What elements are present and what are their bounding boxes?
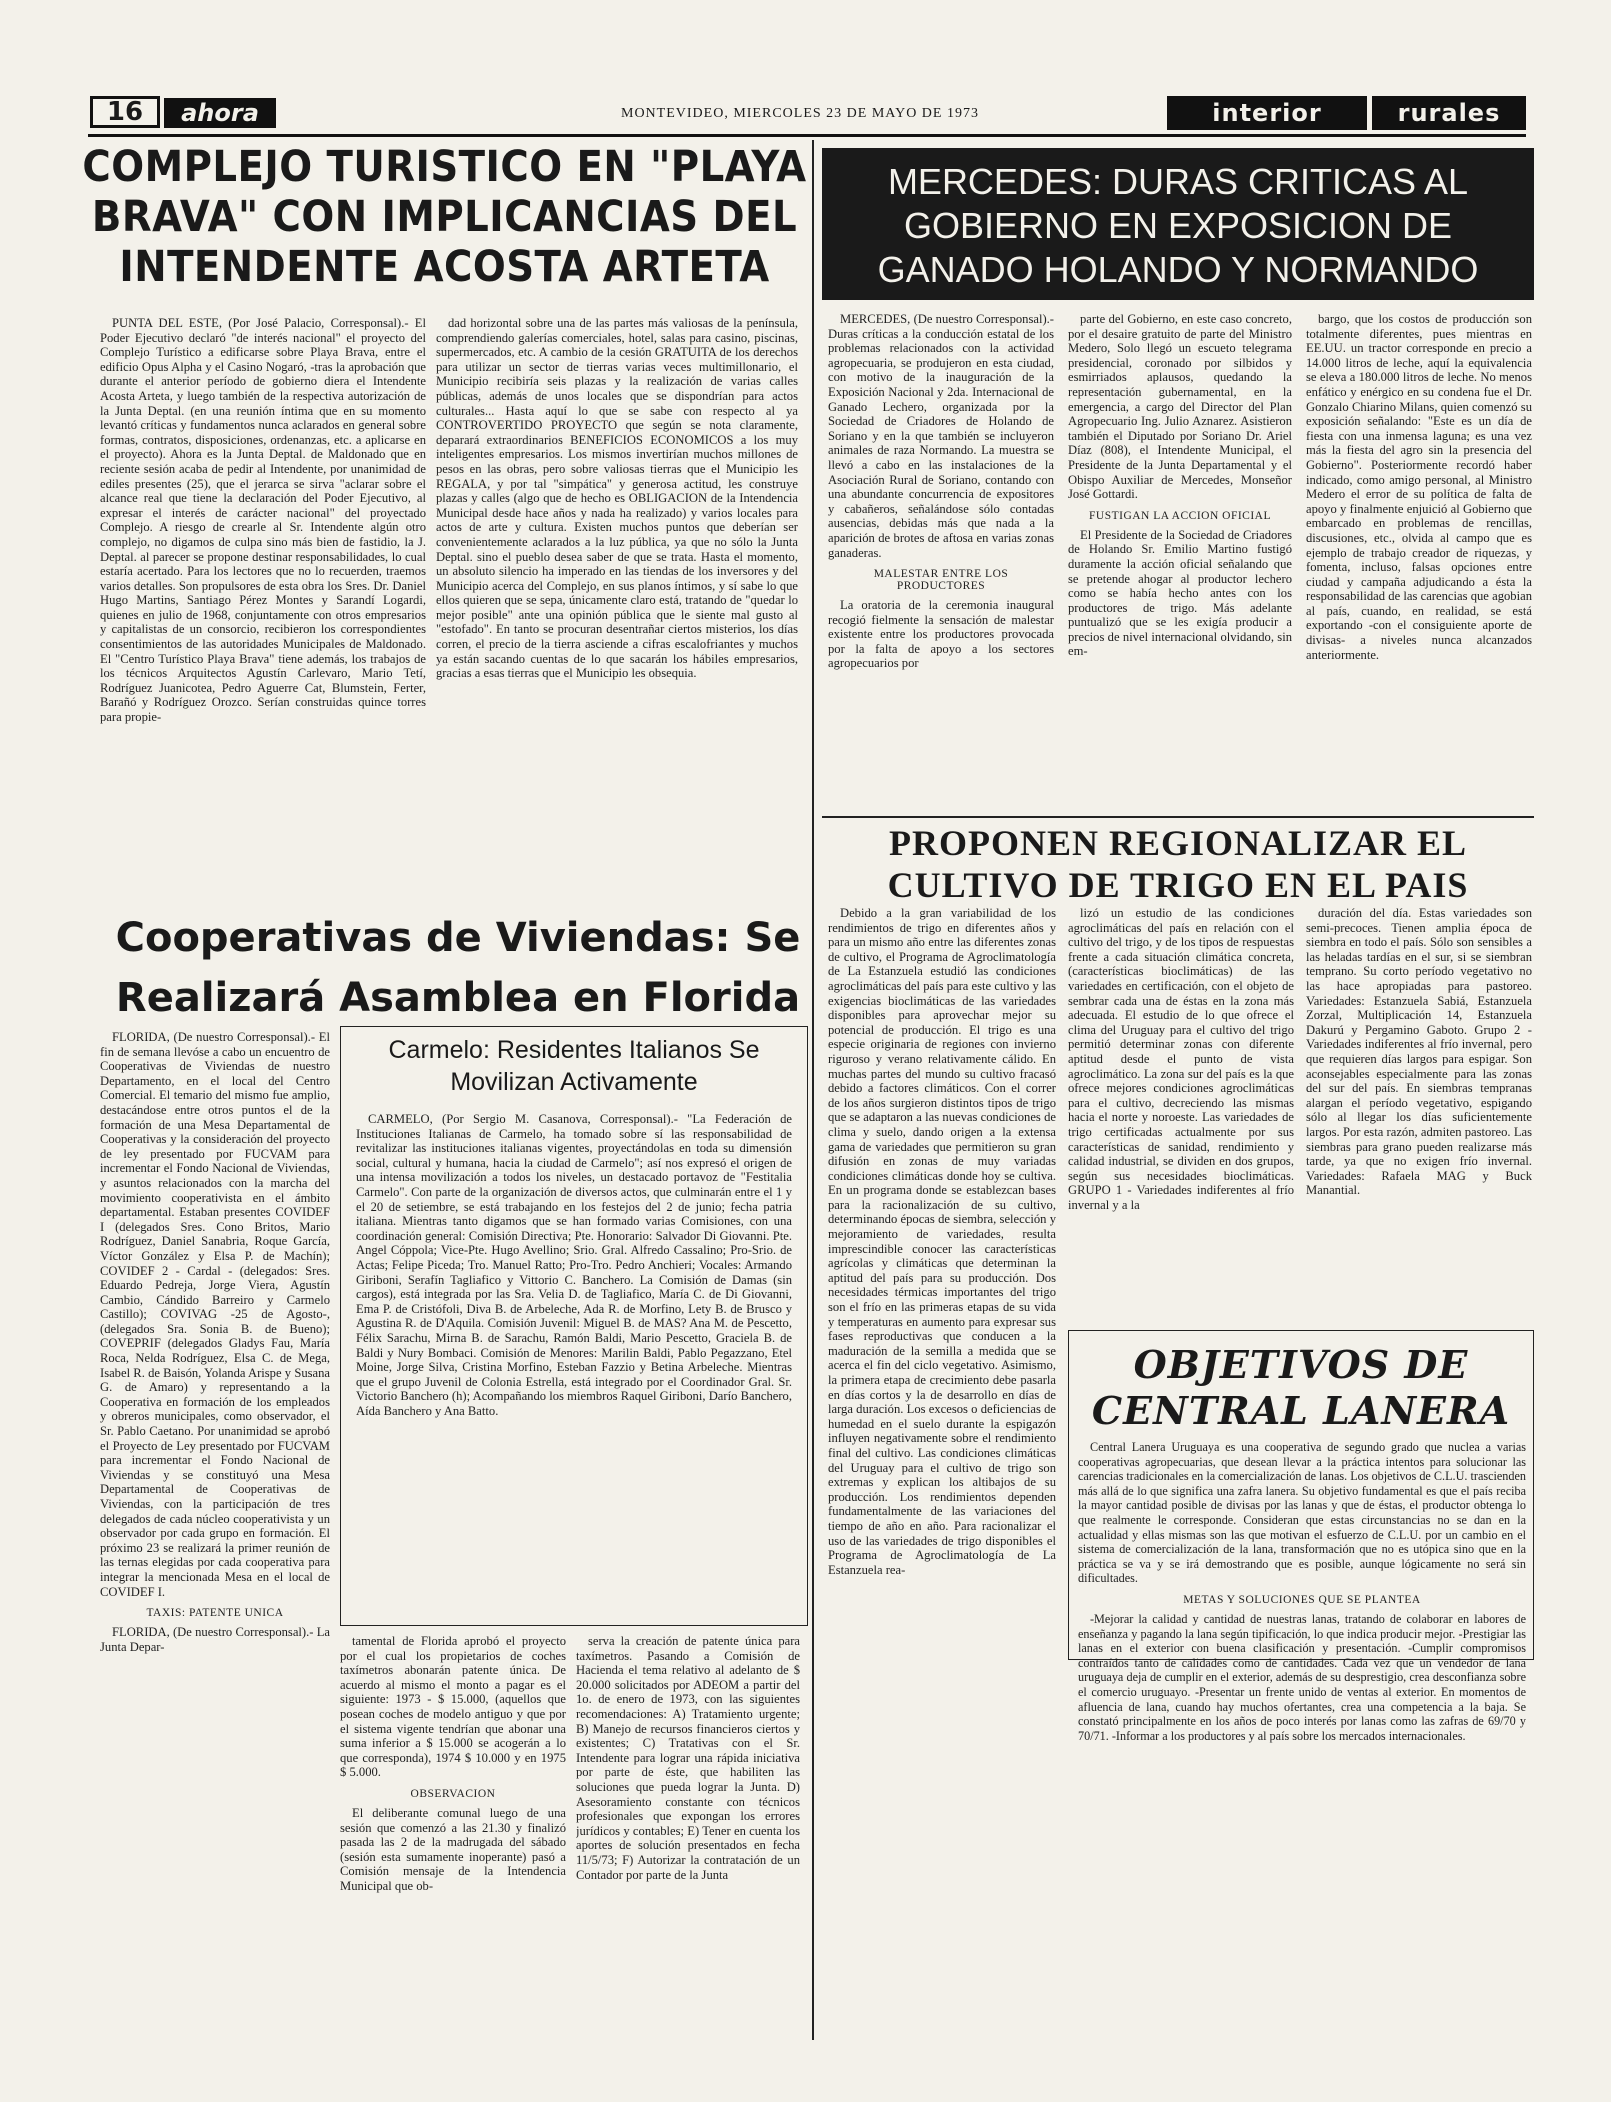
article-text: MERCEDES, (De nuestro Corresponsal).- Duras críticas a la conducción estatal de los problemas relacionados con la actividad agropecuaria, se produjeron en esta ciudad, con motivo de la inauguración de la Exposición Nacional y 2da. Internacional de Ganado Lechero, organizada por la Sociedad de Criadores de Holando de Soriano y en la que también se incluyeron animales de raza Normando. La muestra se llevó a cabo en las instalaciones de la Asociación Rural de Soriano, contando con una abundante concurrencia de expositores y cabañeros, señalándose sólo contadas ausencias, debidas más que nada a la aparición de brotes de aftosa en varias zonas ganaderas. [828,312,1054,560]
article-text: parte del Gobierno, en este caso concreto, por el desaire gratuito de parte del Ministro Medero, Solo llegó un escueto telegrama presidencial, coronado por silbidos y esmirriados aplausos, quedando la representación gubernamental, en la emergencia, a cargo del Director del Plan Agropecuario Ing. Julio Aznarez. Asistieron también el Diputado por Soriano Dr. Ariel Díaz (808), el Intendente Municipal, el Presidente de la Junta Departamental y el Obispo Auxiliar de Mercedes, Monseñor José Gottardi. [1068,312,1292,502]
article-text: lizó un estudio de las condiciones agroclimáticas del país en relación con el cultivo del trigo, y de los tipos de respuestas frente a cada situación climática concreta, (características bioclimáticas) de las variedades en certificación, con el objeto de sembrar cada una de éstas en la zona más adecuada. El estudio de lo que ofrece el clima del Uruguay para el cultivo del trigo permitió determinar zonas con diferente aptitud desde el punto de vista agroclimático. La zona sur del país es la que ofrece mejores condiciones agroclimáticas para el cultivo, decreciendo las mismas hacia el norte y noroeste. Las variedades de trigo certificadas actualmente por sus características de sanidad, rendimiento y calidad industrial, se dividen en dos grupos, según sus necesidades bioclimáticas. GRUPO 1 - Variedades indiferentes al frío invernal y a la [1068,906,1294,1212]
section-tag-rurales: rurales [1372,96,1526,130]
article-text: El Presidente de la Sociedad de Criadores de Holando Sr. Emilio Martino fustigó duramente la acción oficial señalando que se pretende ahogar al productor lechero como se había hecho antes con los productores de trigo. Más adelante puntualizó que se les exigía producir a precios de nivel internacional olvidando, sin em- [1068,527,1292,659]
article-playa-brava-col1 [100,316,426,906]
article-cooperativas-col3 [576,1634,800,2056]
newspaper-logo: ahora [164,98,276,128]
article-playa-brava-col2 [436,316,798,906]
subheading: MALESTAR ENTRE LOS PRODUCTORES [873,568,1009,593]
article-trigo-col3 [1306,906,1532,1320]
article-mercedes-col3 [1306,312,1532,808]
section-rule [822,816,1534,818]
article-text: tamental de Florida aprobó el proyecto por el cual los propietarios de coches taxímetros abonarán patente única. De acuerdo al mismo el monto a pagar es el siguiente: 1973 - $ 15.000, (aquellos que posean coches de modelo antiguo y que por el sistema vigente tendrían que abonar una suma inferior a $ 15.000 se acogerán a lo que corresponda), 1974 $ 10.000 y en 1975 $ 5.000. [340,1634,566,1780]
article-text: -Mejorar la calidad y cantidad de nuestras lanas, tratando de colaborar en labores de enseñanza y pagando la lana según tipificación, lo que indica producir mejor. -Prestigiar las lanas en el exterior con buena clasificación y presentación. -Cumplir compromisos contraídos tanto de calidades como de cantidades. Cada vez que un vendedor de lana uruguaya deja de cumplir en el exterior, además de su desprestigio, crea desconfianza sobre el comercio uruguayo. -Presentar un frente unido de ventas al exterior. En momentos de afluencia de lana, cuando hay muchos ofertantes, crea una competencia a la baja. Se constató principalmente en los años de poco interés por lanas como las zafras de 69/70 y 70/71. -Informar a los productores y al país sobre los mercados internacionales. [1078,1611,1526,1743]
article-text: bargo, que los costos de producción son totalmente diferentes, pues mientras en EE.UU. un tractor corresponde en precio a 14.000 litros de leche, aquí la equivalencia se eleva a 180.000 litros de leche. No menos enfático y enérgico en su condena fue el Dr. Gonzalo Chiarino Milans, quien comenzó su exposición señalando: "Este es un día de fiesta con una inmensa laguna; es una vez más la fiesta del agro sin la presencia del Gobierno". Posteriormente recordó haber indicado, como amigo personal, al Ministro Medero el error de su política de falta de apoyo y finalmente enjuició al Gobierno que embarcado en problemas de rencillas, discusiones, etc., olvida al campo que es ejemplo de trabajo creador de riquezas, y fomenta, incluso, falsas opciones entre ciudad y campaña adjudicando a ésta la responsabilidad de las carencias que agobian al país, cuando, en realidad, se está exportando -con el consiguiente aporte de divisas- a niveles nunca alcanzados anteriormente. [1306,312,1532,662]
headline-trigo: PROPONEN REGIONALIZAR EL CULTIVO DE TRIGO EN EL PAIS [887,823,1469,905]
article-cooperativas-col2 [340,1634,566,2056]
dateline: MONTEVIDEO, MIERCOLES 23 DE MAYO DE 1973 [621,106,979,121]
article-cooperativas-col1 [100,1030,330,2056]
headline-mercedes: MERCEDES: DURAS CRITICAS AL GOBIERNO EN EXPOSICION DE GANADO HOLANDO Y NORMANDO [822,148,1534,300]
headline-lanera: OBJETIVOS DE CENTRAL LANERA [1091,1342,1511,1433]
article-text: Central Lanera Uruguaya es una cooperativa de segundo grado que nuclea a varias cooperativas agropecuarias, que desean llevar a la práctica intentos para solucionar las carencias tradicionales en la comercialización de lanas. Los objetivos de C.L.U. trascienden más allá de lo que significa una zafra lanera. Su objetivo fundamental es que el país reciba la mayor cantidad posible de divisas por las lanas y que de éstas, el productor obtenga lo que realmente le corresponde. Consideran que estas circunstancias no se dan en la actualidad y ellas mismas son las que motivan el esfuerzo de C.L.U. por un cambio en el sistema de comercialización de la lana, transformación que no es utópica sino que en la práctica se va y se irá demostrando que es posible, aunque lógicamente no será sin dificultades. [1078,1440,1526,1586]
article-trigo-col2 [1068,906,1294,1320]
masthead-rule [88,134,1526,137]
article-text: duración del día. Estas variedades son semi-precoces. Tienen amplia época de siembra en todo el país. Sólo son sensibles a las heladas tardías en el sur, si se siembran temprano. Su corto período vegetativo no las hace apropiadas para pastoreo. Variedades: Estanzuela Sabiá, Estanzuela Zorzal, Multiplicación 14, Estanzuela Dakurú y Pergamino Gaboto. Grupo 2 - Variedades indiferentes al frío invernal, pero que requieren días largos para espigar. Son aconsejables especialmente para las zonas del sur del país. En siembras tempranas alargan el período vegetativo, espigando sólo al llegar los días suficientemente largos. Por esta razón, admiten pastoreo. Las siembras para grano pueden realizarse más tarde, ya que no exigen frío invernal. Variedades: Rafaela MAG y Buck Manantial. [1306,906,1532,1198]
article-mercedes-col1 [828,312,1054,808]
article-lanera-body [1078,1440,1526,2000]
headline-playa-brava: COMPLEJO TURISTICO EN "PLAYA BRAVA" CON IMPLICANCIAS DEL INTENDENTE ACOSTA ARTETA [82,142,807,292]
article-text: Debido a la gran variabilidad de los rendimientos de trigo en diferentes años y para un mismo año entre las diferentes zonas de cultivo, el Programa de Agroclimatología de La Estanzuela estudió las condiciones agroclimáticas del país para este cultivo y las exigencias bioclimáticas de las variedades disponibles para aprovechar mejor su potencial de producción. El trigo es una especie originaria de regiones con invierno riguroso y verano relativamente cálido. En muchas partes del mundo su cultivo fracasó debido a factores climáticos. Con el correr de los años surgieron distintos tipos de trigo que se adaptaron a las nuevas condiciones de clima y suelo, dando origen a la extensa gama de variedades que permitieron su gran difusión en zonas de muy variadas condiciones climáticas donde hoy se cultiva. En un programa donde se establezcan bases para la racionalización de su cultivo, determinando épocas de siembra, selección y mejoramiento de variedades, resulta imprescindible conocer las características agrícolas y climáticas que determinan la aptitud del país para su producción. Dos necesidades térmicas importantes del trigo son el frío en las primeras etapas de su vida y temperaturas en aumento para expresar sus fases reproductivas que conducen a la maduración de la semilla a medida que se acerca el fin del ciclo vegetativo. Asimismo, la primera etapa de crecimiento debe pasarla en días cortos y la de desarrollo en días de larga duración. Los excesos o deficiencias de humedad en el suelo durante la espigazón influyen negativamente sobre el rendimiento final del cultivo. Las condiciones climáticas del Uruguay para el cultivo de trigo son extremas y explican los altibajos de su producción. Los rendimientos dependen fundamentalmente de las variaciones del tiempo de año en año. Para racionalizar el uso de las variedades de trigo disponibles el Programa de Agroclimatología de La Estanzuela rea- [828,906,1056,1577]
article-carmelo-body [356,1112,792,1616]
article-text: La oratoria de la ceremonia inaugural recogió fielmente la sensación de malestar existente entre los productores provocada por la falta de apoyo a los sectores agropecuarios por [828,598,1054,671]
article-text: FLORIDA, (De nuestro Corresponsal).- La Junta Depar- [100,1625,330,1654]
page-divider [812,140,814,2040]
article-text: serva la creación de patente única para taxímetros. Pasando a Comisión de Hacienda el tema relativo al adelanto de $ 20.000 solicitados por ADEOM a partir del 1o. de enero de 1973, con las siguientes recomendaciones: A) Tratamiento urgente; B) Manejo de recursos financieros ciertos y existentes; C) Tratativas con el Sr. Intendente para lograr una rápida iniciativa por parte de éste, que habiliten las soluciones que pueda lograr la Junta. D) Asesoramiento constante con técnicos profesionales que expongan los errores jurídicos y contables; E) Tener en cuenta los aportes de solución presentados en fecha 11/5/73; F) Autorizar la contratación de un Contador por parte de la Junta [576,1634,800,1882]
article-text: El deliberante comunal luego de una sesión que comenzó a las 21.30 y finalizó pasada las 2 de la madrugada del sábado (sesión esta sumamente inoperante) pasó a Comisión mensaje de la Intendencia Municipal que ob- [340,1805,566,1893]
subheading: TAXIS: PATENTE UNICA [146,1607,284,1620]
article-text: FLORIDA, (De nuestro Corresponsal).- El fin de semana llevóse a cabo un encuentro de Cooperativas de Viviendas de nuestro Departamento, en el local del Centro Comercial. El temario del mismo fue amplio, destacándose entre otros puntos el de la formación de una Mesa Departamental de Cooperativas y la consideración del proyecto de ley presentado por FUCVAM para incrementar el Fondo Nacional de Viviendas, y asuntos relacionados con la marcha del movimiento cooperativista en el ámbito departamental. Estaban presentes COVIDEF I (delegados Sres. Cono Britos, Mario Rodríguez, Daniel Sanabria, Roque García, Víctor González y Elsa P. de Machín); COVIDEF 2 - Cardal - (delegados: Sres. Eduardo Pedreja, Jorge Viera, Agustín Cambio, Cándido Barreiro y Carmelo Castillo); COVIVAG -25 de Agosto-, (delegados Sra. Sonia B. de Bueno); COVEPRIF (delegados Gladys Fau, María Roca, Nelda Rodríguez, Elsa C. de Mega, Isabel R. de Baisón, Yolanda Arispe y Susana G. de Amaro) y representando a la Cooperativa en formación de los empleados y obreros municipales, como observador, el Sr. Pablo Caetano. Por unanimidad se aprobó el Proyecto de Ley presentado por FUCVAM para incrementar el Fondo Nacional de Viviendas y se constituyó una Mesa Departamental de Cooperativas de Viviendas, con la participación de tres delegados de cada núcleo cooperativista y un observador por cada grupo en formación. El próximo 23 se realizará la primer reunión de las ternas elegidas por cada cooperativa para integrar la mencionada Mesa en el local de COVIDEF I. [100,1030,330,1599]
headline-carmelo: Carmelo: Residentes Italianos Se Movilizan Activamente [388,1036,760,1096]
article-text: CARMELO, (Por Sergio M. Casanova, Corresponsal).- "La Federación de Instituciones Italianas de Carmelo, ha tomado sobre sí las responsabilidad de revitalizar las instituciones italianas vigentes, proyectándolas en toda su dimensión social, cultural y humana, hacia la ciudad de Carmelo"; así nos expresó el origen de una intensa movilización a todos los niveles, un destacado portavoz de "Festitalia Carmelo". Con parte de la organización de diversos actos, que culminarán entre el 1 y el 20 de setiembre, se está trabajando en los festejos del 2 de junio; fecha patria italiana. Mientras tanto digamos que se han formado varias Comisiones, con una coordinación general: Comisión Directiva; Pte. Honorario: Salvador Di Giovanni. Pte. Angel Cóppola; Vice-Pte. Hugo Avellino; Srio. Gral. Alfredo Cassalino; Pro-Srio. de Actas; Felipe Piceda; Tro. Manuel Ratto; Pro-Tro. Pedro Anchieri; Vocales: Armando Giriboni, Serafín Tagliafico y Vittorio C. Banchero. La Comisión de Damas (sin cargos), está integrada por las Sra. Velia D. de Tagliafico, María C. de Di Giovanni, Ema P. de Cristófoli, Diva B. de Arbeleche, Ada R. de Morfino, Lety B. de Brusco y Agustina R. de D'Aquila. Comisión Juvenil: Miguel B. de MAS? Ana M. de Pescetto, Félix Sarachu, Mirna B. de Sarachu, Ramón Baldi, Mario Pescetto, Graciela B. de Baldi y Nury Bombaci. Comisión de Menores: Marilin Baldi, Pablo Pegazzano, Etel Moine, Jorge Silva, Cristina Morfino, Esteban Fazzio y Betina Arbeleche. Mientras que el grupo Juvenil de Colonia Estrella, está integrado por el Coordinador Gral. Sr. Victorio Banchero (h); Acompañando los miembros Raquel Giriboni, Darío Banchero, Aída Banchero y Ana Batto. [356,1112,792,1418]
subheading: METAS Y SOLUCIONES QUE SE PLANTEA [1183,1593,1421,1606]
subheading: OBSERVACION [410,1787,496,1800]
section-tag-interior: interior [1167,96,1367,130]
article-text: PUNTA DEL ESTE, (Por José Palacio, Corresponsal).- El Poder Ejecutivo declaró "de interés nacional" el proyecto del Complejo Turístico a edificarse sobre Playa Brava, entre el edificio Opus Alpha y el Casino Nogaró, -tras la aprobación que durante el anterior período de gobierno diera el Intendente Acosta Arteta, y luego también de la respectiva autorización de la Junta Deptal. (en una reunión íntima que en su momento levantó críticas y fundamentos nunca aclarados en general sobre formas, contratos, disposiciones, ordenanzas, etc. a aplicarse en el proyecto). Ahora es la Junta Deptal. de Maldonado que en reciente sesión acaba de pedir al Intendente, por unanimidad de ediles presentes (25), que el jerarca se sirva "aclarar sobre el alcance real que tiene la declaración del Poder Ejecutivo, al expresar el interés de carácter nacional" del proyectado Complejo. A riesgo de crearle al Sr. Intendente algún otro complejo, no digamos de culpa sino más bien de fastidio, la J. Deptal. al parecer se propone destinar responsabilidades, lo cual estaría acertado. Para los lectores que no lo recuerden, traemos varios detalles. Son propulsores de esta obra los Sres. Dr. Daniel Hugo Martins, Santiago Pérez Montes y Sarandí Logardi, quienes en julio de 1968, conjuntamente con otros empresarios y capitalistas de un consorcio, recibieron los correspondientes consentimientos de las autoridades Municipales de Maldonado. El "Centro Turístico Playa Brava" tiene además, los trabajos de los técnicos Arquitectos Agustín Carlevaro, Mario Tetí, Rodríguez Juanicotea, Pedro Aguerre Cat, Blumstein, Ferter, Barañó y Rodríguez Orozco. Serían construidas quince torres para propie- [100,316,426,725]
headline-cooperativas: Cooperativas de Viviendas: Se Realizará Asamblea en Florida [115,915,801,1021]
article-trigo-col1 [828,906,1056,2056]
page-number: 16 [90,96,160,128]
article-mercedes-col2 [1068,312,1292,808]
article-text: dad horizontal sobre una de las partes más valiosas de la península, comprendiendo galerías comerciales, hotel, salas para casino, piscinas, supermercados, etc. A cambio de la cesión GRATUITA de los derechos para utilizar un sector de tierras varias veces multimillonario, el Municipio recibiría seis plazas y la realización de varias calles públicas, además de unos locales que se dispondrían para actos culturales... Hasta aquí lo que se sabe con respecto al ya CONTROVERTIDO PROYECTO que según se nota claramente, deparará extraordinarios BENEFICIOS ECONOMICOS a los muy inteligentes empresarios. Los mismos invertirían muchos millones de pesos en las obras, pero sobre valiosas tierras que el Municipio les REGALA, y por tal "simpática" y generosa actitud, les construye plazas y calles (algo que de hecho es OBLIGACION de la Intendencia Municipal desde hace años y nada ha realizado) y varios locales para actos de arte y cultura. Existen muchos puntos que deberían ser convenientemente aclarados a la luz pública, ya que no sólo la Junta Deptal. sino el pueblo desea saber de que se trata. Hasta el momento, un absoluto silencio ha imperado en las tiendas de los inversores y del Municipio acerca del Complejo, en sus planos íntimos, y sí sabe lo que ellos quieren que se sepa, únicamente claro está, tratando de "quedar lo mejor posible" ante una opinión pública que le siente mal gusto al "estofado". En tanto se procuran desentrañar ciertos misterios, los días corren, el precio de la tierra asciende a cifras escalofriantes y muchos ya están sacando cuentas de lo que sacarán los hábiles empresarios, gracias a esas tierras que el Municipio les obsequia. [436,316,798,681]
subheading: FUSTIGAN LA ACCION OFICIAL [1089,509,1271,522]
